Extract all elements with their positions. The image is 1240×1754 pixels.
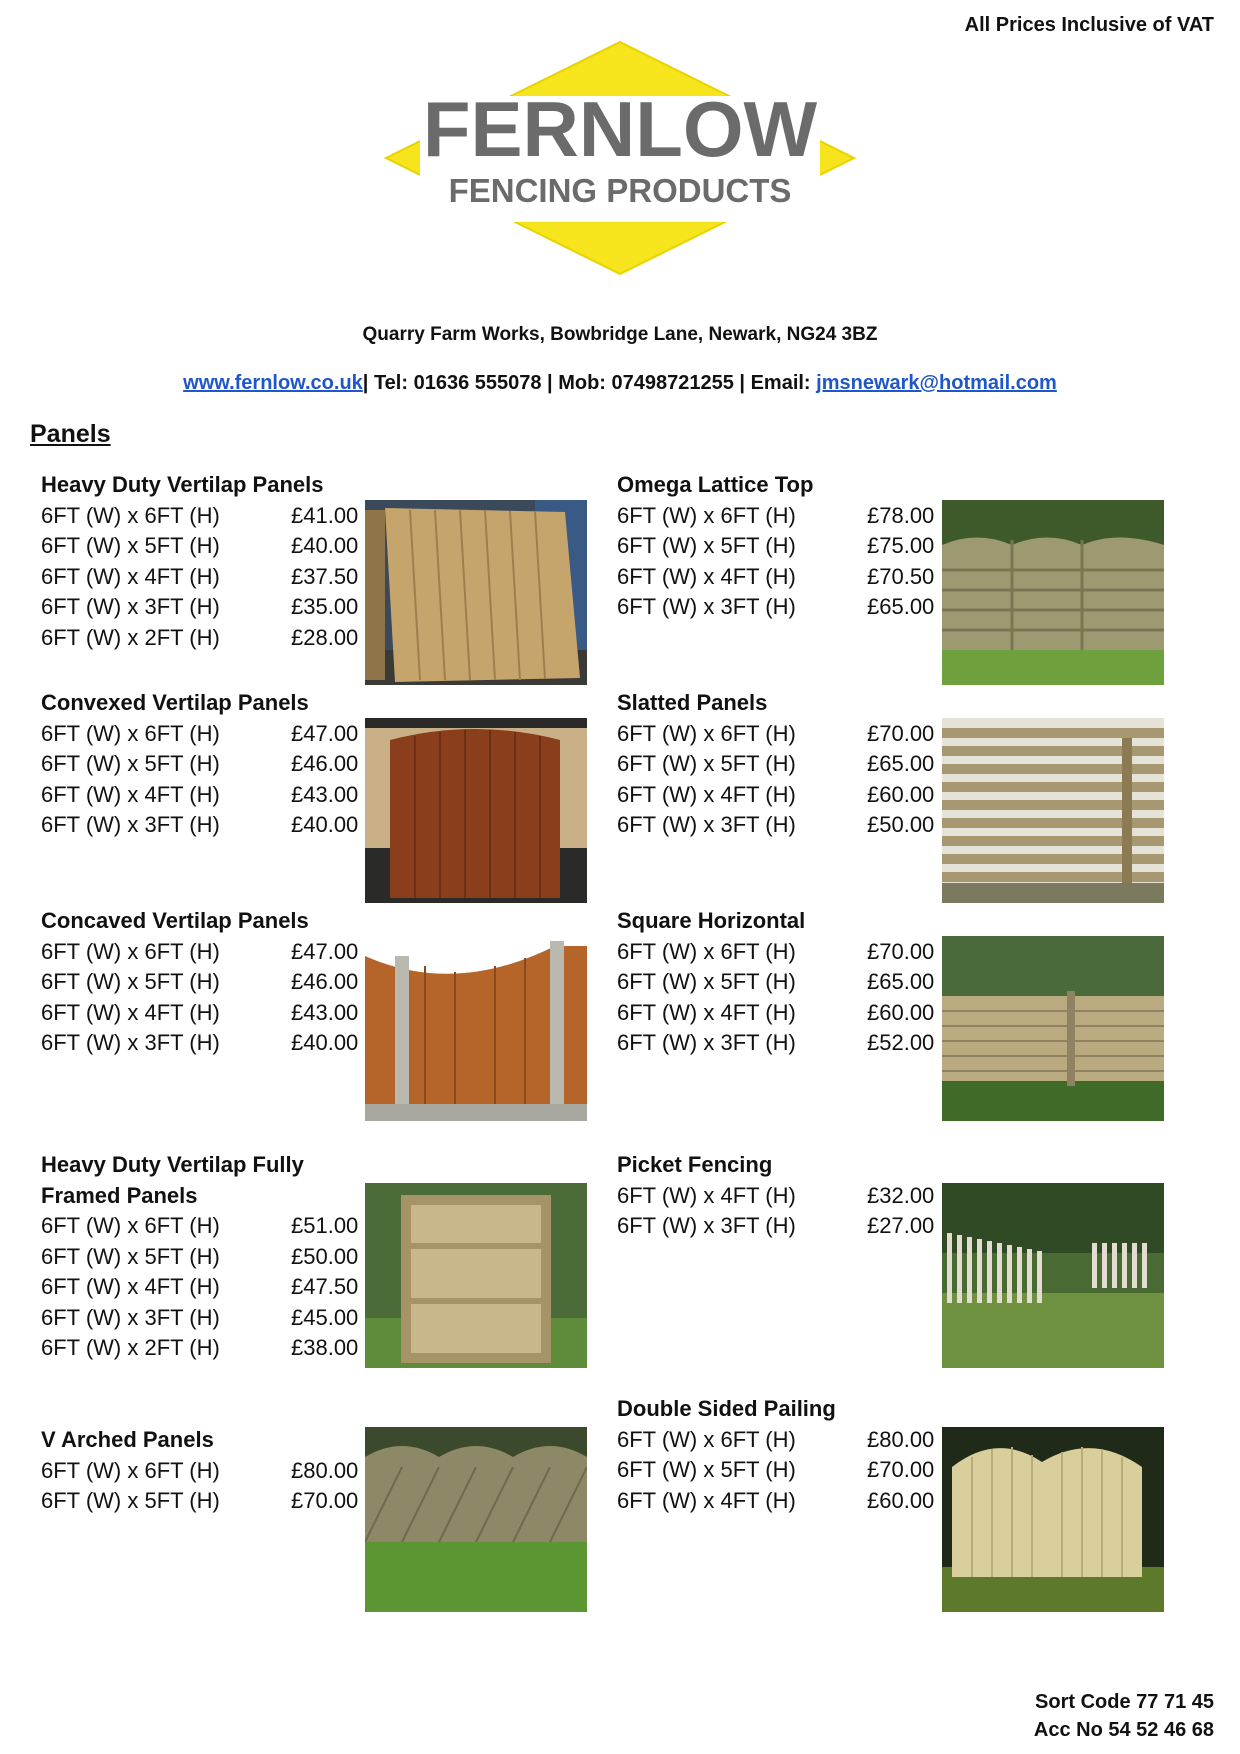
panel-size: 6FT (W) x 4FT (H) (41, 999, 220, 1025)
price-row (41, 592, 371, 623)
fernlow-logo (380, 38, 860, 278)
price-list (41, 1456, 371, 1517)
panel-price: £47.00 (291, 720, 359, 746)
price-row (617, 998, 947, 1029)
price-row (41, 1028, 371, 1059)
panel-price: £70.00 (867, 1457, 935, 1482)
account-number: Acc No 54 52 46 68 (1033, 1719, 1214, 1741)
panel-price: £37.50 (291, 563, 359, 589)
panel-size: 6FT (W) x 5FT (H) (617, 533, 796, 558)
price-row (41, 780, 371, 811)
price-row (41, 719, 371, 750)
panel-price: £80.00 (867, 1426, 935, 1452)
price-row (617, 749, 947, 780)
price-list (41, 937, 371, 1059)
panel-size: 6FT (W) x 4FT (H) (41, 781, 220, 807)
logo-line2: FENCING PRODUCTS (448, 172, 792, 209)
price-row (617, 719, 947, 750)
sort-code: Sort Code 77 71 45 (1035, 1691, 1214, 1713)
price-row (617, 1455, 947, 1486)
price-row (41, 810, 371, 841)
panel-size: 6FT (W) x 5FT (H) (617, 1457, 796, 1482)
price-row (617, 1425, 947, 1456)
price-list (41, 501, 371, 654)
panel-price: £47.00 (291, 938, 359, 964)
panel-price: £60.00 (867, 781, 935, 807)
panel-price: £70.00 (291, 1488, 359, 1513)
price-row (617, 967, 947, 998)
panel-size: 6FT (W) x 3FT (H) (41, 812, 220, 837)
product-block (617, 1394, 947, 1516)
panel-price: £50.00 (291, 1243, 359, 1269)
product-title: Heavy Duty Vertilap Panels (41, 472, 324, 497)
product-block (41, 1150, 371, 1364)
product-title-line2: Framed Panels (41, 1182, 198, 1208)
product-block (41, 688, 371, 841)
panel-price: £75.00 (867, 533, 935, 558)
website-link[interactable]: www.fernlow.co.uk (183, 372, 363, 394)
panel-price: £43.00 (291, 781, 359, 807)
omega-lattice-photo (942, 500, 1164, 685)
panel-size: 6FT (W) x 2FT (H) (41, 1335, 220, 1360)
panel-size: 6FT (W) x 3FT (H) (617, 1213, 796, 1238)
panel-size: 6FT (W) x 3FT (H) (41, 1030, 220, 1055)
panel-size: 6FT (W) x 5FT (H) (41, 969, 220, 994)
price-row (617, 501, 947, 532)
panel-size: 6FT (W) x 6FT (H) (41, 938, 220, 964)
panel-size: 6FT (W) x 5FT (H) (41, 1488, 220, 1513)
price-row (617, 1181, 947, 1212)
price-list (617, 1181, 947, 1242)
panel-size: 6FT (W) x 4FT (H) (41, 1274, 220, 1299)
panel-size: 6FT (W) x 6FT (H) (41, 720, 220, 746)
panel-price: £40.00 (291, 1030, 359, 1055)
product-block (41, 906, 371, 1059)
product-title: Concaved Vertilap Panels (41, 908, 309, 933)
price-row (617, 810, 947, 841)
panel-price: £60.00 (867, 999, 935, 1025)
product-title: Square Horizontal (617, 908, 806, 933)
product-block (617, 470, 947, 623)
panel-size: 6FT (W) x 2FT (H) (41, 624, 220, 650)
panel-size: 6FT (W) x 6FT (H) (617, 938, 796, 964)
panel-price: £65.00 (867, 751, 935, 776)
panel-price: £41.00 (291, 502, 359, 528)
product-title: Slatted Panels (617, 690, 768, 715)
double-sided-pailing-photo (942, 1427, 1164, 1612)
convexed-panel-photo (365, 718, 587, 903)
product-title: Heavy Duty Vertilap Fully (41, 1152, 304, 1177)
product-title: Convexed Vertilap Panels (41, 690, 309, 715)
price-row (41, 1333, 371, 1364)
panel-size: 6FT (W) x 3FT (H) (41, 1304, 220, 1330)
price-row (41, 937, 371, 968)
bank-details (1034, 1688, 1214, 1744)
product-title: Double Sided Pailing (617, 1396, 836, 1421)
panel-price: £35.00 (291, 594, 359, 619)
panel-size: 6FT (W) x 6FT (H) (41, 1457, 220, 1483)
panel-size: 6FT (W) x 6FT (H) (617, 502, 796, 528)
panel-size: 6FT (W) x 6FT (H) (41, 1213, 220, 1238)
panel-size: 6FT (W) x 4FT (H) (617, 1487, 796, 1513)
price-row (41, 1272, 371, 1303)
price-row (617, 1211, 947, 1242)
product-title: Omega Lattice Top (617, 472, 814, 497)
price-row (41, 531, 371, 562)
panel-price: £46.00 (291, 751, 359, 776)
panel-price: £51.00 (291, 1213, 359, 1238)
panel-price: £52.00 (867, 1030, 935, 1055)
product-title: Picket Fencing (617, 1152, 773, 1177)
panel-price: £70.50 (867, 563, 935, 589)
contact-line (0, 372, 1240, 395)
panel-size: 6FT (W) x 5FT (H) (41, 533, 220, 558)
vertilap-panel-photo (365, 500, 587, 685)
price-row (41, 501, 371, 532)
price-row (41, 1303, 371, 1334)
panel-size: 6FT (W) x 5FT (H) (41, 751, 220, 776)
price-row (41, 1242, 371, 1273)
price-list (41, 719, 371, 841)
vat-note: All Prices Inclusive of VAT (964, 14, 1214, 36)
panel-size: 6FT (W) x 6FT (H) (617, 1426, 796, 1452)
panel-size: 6FT (W) x 3FT (H) (617, 812, 796, 837)
product-title: V Arched Panels (41, 1427, 214, 1452)
panel-price: £46.00 (291, 969, 359, 994)
price-row (41, 998, 371, 1029)
panel-price: £38.00 (291, 1335, 359, 1360)
price-list (617, 501, 947, 623)
panel-price: £40.00 (291, 812, 359, 837)
price-row (41, 1211, 371, 1242)
panel-price: £27.00 (867, 1213, 935, 1238)
panel-price: £47.50 (291, 1274, 359, 1299)
panel-size: 6FT (W) x 4FT (H) (617, 999, 796, 1025)
price-row (41, 562, 371, 593)
phone-text: | Tel: 01636 555078 | Mob: 07498721255 | Email: (362, 372, 817, 394)
fully-framed-panel-photo (365, 1183, 587, 1368)
price-row (617, 562, 947, 593)
price-row (41, 749, 371, 780)
panel-price: £80.00 (291, 1457, 359, 1483)
price-row (41, 1456, 371, 1487)
panel-size: 6FT (W) x 6FT (H) (617, 720, 796, 746)
price-row (617, 592, 947, 623)
picket-fencing-photo (942, 1183, 1164, 1368)
panel-size: 6FT (W) x 4FT (H) (617, 781, 796, 807)
panel-price: £40.00 (291, 533, 359, 558)
panel-price: £45.00 (291, 1304, 359, 1330)
price-row (41, 1486, 371, 1517)
panel-price: £65.00 (867, 969, 935, 994)
panel-price: £60.00 (867, 1487, 935, 1513)
slatted-panel-photo (942, 718, 1164, 903)
company-address: Quarry Farm Works, Bowbridge Lane, Newark, NG24 3BZ (362, 324, 878, 345)
price-list (41, 1211, 371, 1364)
section-title: Panels (30, 420, 111, 448)
panel-price: £70.00 (867, 938, 935, 964)
price-list (617, 1425, 947, 1517)
product-block (617, 1150, 947, 1242)
price-row (41, 623, 371, 654)
concaved-panel-photo (365, 936, 587, 1121)
panel-price: £65.00 (867, 594, 935, 619)
panel-size: 6FT (W) x 6FT (H) (41, 502, 220, 528)
email-link[interactable]: jmsnewark@hotmail.com (816, 372, 1057, 394)
panel-price: £32.00 (867, 1182, 935, 1208)
price-row (617, 1028, 947, 1059)
square-horizontal-photo (942, 936, 1164, 1121)
price-row (617, 937, 947, 968)
panel-size: 6FT (W) x 5FT (H) (41, 1243, 220, 1269)
v-arched-panel-photo (365, 1427, 587, 1612)
panel-size: 6FT (W) x 5FT (H) (617, 751, 796, 776)
panel-price: £43.00 (291, 999, 359, 1025)
panel-price: £28.00 (291, 624, 359, 650)
product-block (617, 688, 947, 841)
panel-price: £70.00 (867, 720, 935, 746)
panel-size: 6FT (W) x 3FT (H) (617, 594, 796, 619)
panel-size: 6FT (W) x 5FT (H) (617, 969, 796, 994)
product-block (41, 1425, 371, 1517)
product-block (617, 906, 947, 1059)
logo-line1: FERNLOW (422, 85, 818, 173)
panel-size: 6FT (W) x 4FT (H) (617, 563, 796, 589)
panel-price: £78.00 (867, 502, 935, 528)
panel-size: 6FT (W) x 3FT (H) (41, 594, 220, 619)
price-row (617, 1486, 947, 1517)
price-row (617, 780, 947, 811)
price-row (617, 531, 947, 562)
panel-size: 6FT (W) x 4FT (H) (617, 1182, 796, 1208)
panel-price: £50.00 (867, 812, 935, 837)
price-list (617, 937, 947, 1059)
price-list (617, 719, 947, 841)
product-block (41, 470, 371, 653)
panel-size: 6FT (W) x 3FT (H) (617, 1030, 796, 1055)
panel-size: 6FT (W) x 4FT (H) (41, 563, 220, 589)
price-row (41, 967, 371, 998)
